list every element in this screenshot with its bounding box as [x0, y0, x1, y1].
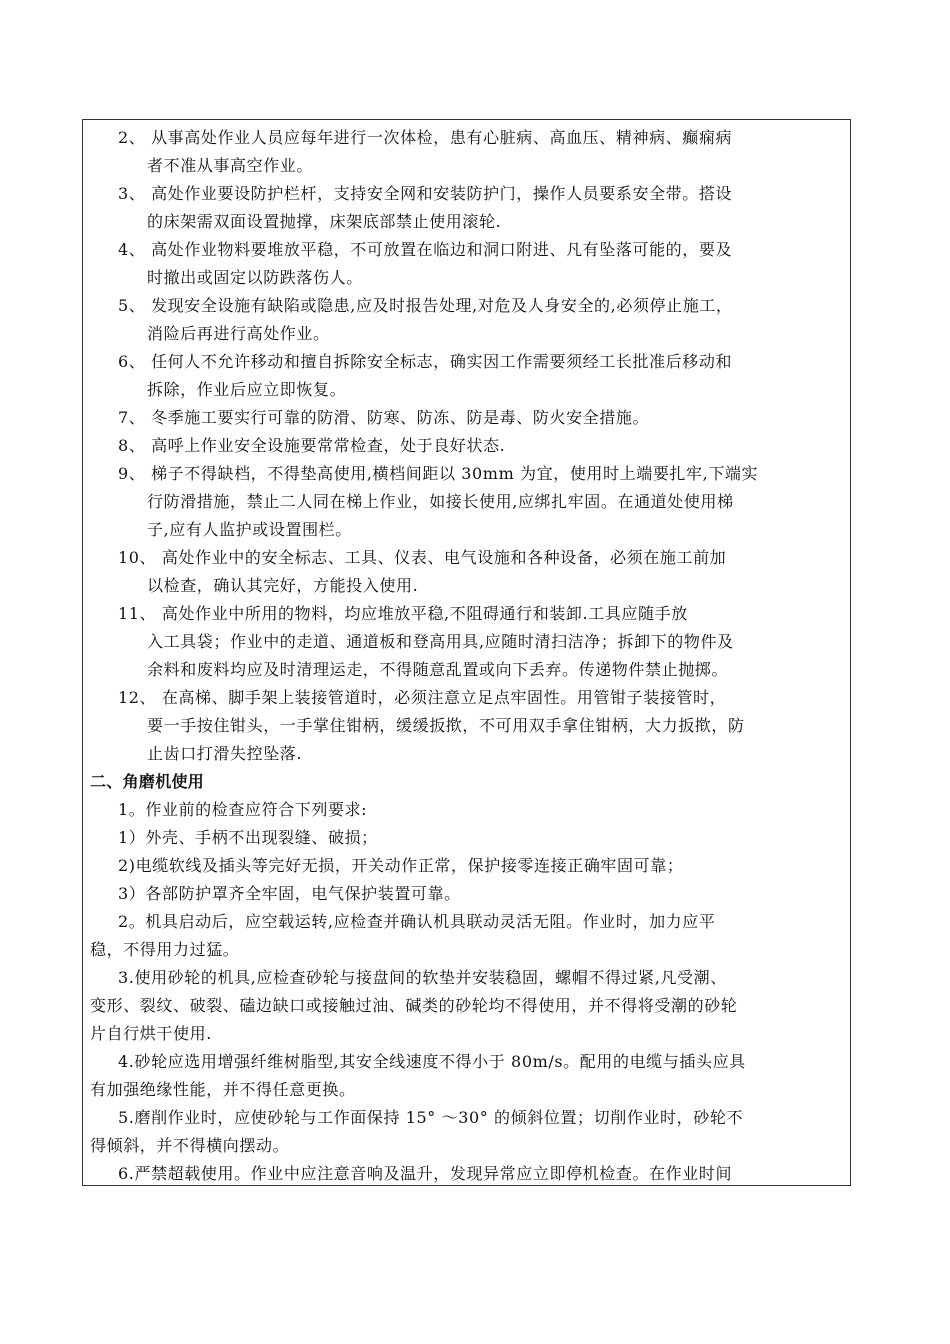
text-line: 2。机具启动后，应空载运转,应检查并确认机具联动灵活无阻。作业时，加力应平 [118, 912, 716, 931]
text-line: 10、 高处作业中的安全标志、工具、仪表、电气设施和各种设备，必须在施工前加 [118, 548, 727, 567]
text-line: 7、 冬季施工要实行可靠的防滑、防寒、防冻、防是毒、防火安全措施。 [118, 408, 650, 427]
text-line: 者不准从事高空作业。 [147, 156, 314, 175]
text-line: 3.使用砂轮的机具,应检查砂轮与接盘间的软垫并安装稳固，螺帽不得过紧,凡受潮、 [118, 968, 727, 987]
text-line: 8、 高呼上作业安全设施要常常检查，处于良好状态. [118, 436, 506, 455]
text-line: 6.严禁超载使用。作业中应注意音响及温升，发现异常应立即停机检查。在作业时间 [118, 1164, 733, 1183]
text-line: 4.砂轮应选用增强纤维树脂型,其安全线速度不得小于 80m/s。配用的电缆与插头应具 [118, 1052, 746, 1071]
text-line: 1）外壳、手柄不出现裂缝、破损； [118, 828, 378, 847]
text-line: 要一手按住钳头，一手掌住钳柄，缓缓扳揿，不可用双手拿住钳柄，大力扳揿，防 [147, 716, 745, 735]
text-line: 入工具袋；作业中的走道、通道板和登高用具,应随时清扫洁净；拆卸下的物件及 [147, 632, 734, 651]
text-line: 子,应有人监护或设置围栏。 [147, 520, 352, 539]
text-line: 止齿口打滑失控坠落. [147, 744, 303, 763]
text-line: 11、 高处作业中所用的物料，均应堆放平稳,不阻碍通行和装卸.工具应随手放 [118, 604, 688, 623]
text-line: 稳，不得用力过猛。 [90, 940, 240, 959]
text-line: 6、 任何人不允许移动和擅自拆除安全标志，确实因工作需要须经工长批准后移动和 [118, 352, 733, 371]
text-line: 以检查，确认其完好，方能投入使用. [147, 576, 419, 595]
text-line: 余料和废料均应及时清理运走，不得随意乱置或向下丢弃。传递物件禁止抛掷。 [147, 660, 729, 679]
text-line: 片自行烘干使用. [90, 1024, 212, 1043]
text-line: 5、 发现安全设施有缺陷或隐患,应及时报告处理,对危及人身安全的,必须停止施工， [118, 296, 733, 315]
text-line: 的床架需双面设置抛撑，床架底部禁止使用滚轮. [147, 212, 502, 231]
text-line: 行防滑措施，禁止二人同在梯上作业，如接长使用,应绑扎牢固。在通道处使用梯 [147, 492, 734, 511]
section-heading: 二、角磨机使用 [90, 772, 205, 791]
text-line: 9、 梯子不得缺档，不得垫高使用,横档间距以 30mm 为宜，使用时上端要扎牢,下端实 [118, 464, 759, 483]
text-line: 2)电缆软线及插头等完好无损，开关动作正常，保护接零连接正确牢固可靠； [118, 856, 684, 875]
text-line: 变形、裂纹、破裂、磕边缺口或接触过油、碱类的砂轮均不得使用，并不得将受潮的砂轮 [90, 996, 738, 1015]
text-line: 消险后再进行高处作业。 [147, 324, 330, 343]
text-line: 4、 高处作业物料要堆放平稳，不可放置在临边和洞口附进、凡有坠落可能的，要及 [118, 240, 733, 259]
text-line: 3）各部防护罩齐全牢固，电气保护装置可靠。 [118, 884, 461, 903]
text-line: 有加强绝缘性能，并不得任意更换。 [90, 1080, 356, 1099]
text-line: 2、 从事高处作业人员应每年进行一次体检，患有心脏病、高血压、精神病、癫痫病 [118, 128, 733, 147]
text-line: 得倾斜，并不得横向摆动。 [90, 1136, 290, 1155]
text-line: 拆除，作业后应立即恢复。 [147, 380, 347, 399]
text-line: 12、 在高梯、脚手架上装接管道时，必须注意立足点牢固性。用管钳子装接管时， [118, 688, 727, 707]
text-line: 3、 高处作业要设防护栏杆，支持安全网和安装防护门，操作人员要系安全带。搭设 [118, 184, 733, 203]
text-line: 1。作业前的检查应符合下列要求: [118, 800, 368, 819]
text-line: 5.磨削作业时，应使砂轮与工作面保持 15° ～30° 的倾斜位置；切削作业时，砂轮不 [118, 1108, 744, 1127]
text-line: 时撤出或固定以防跌落伤人。 [147, 268, 363, 287]
